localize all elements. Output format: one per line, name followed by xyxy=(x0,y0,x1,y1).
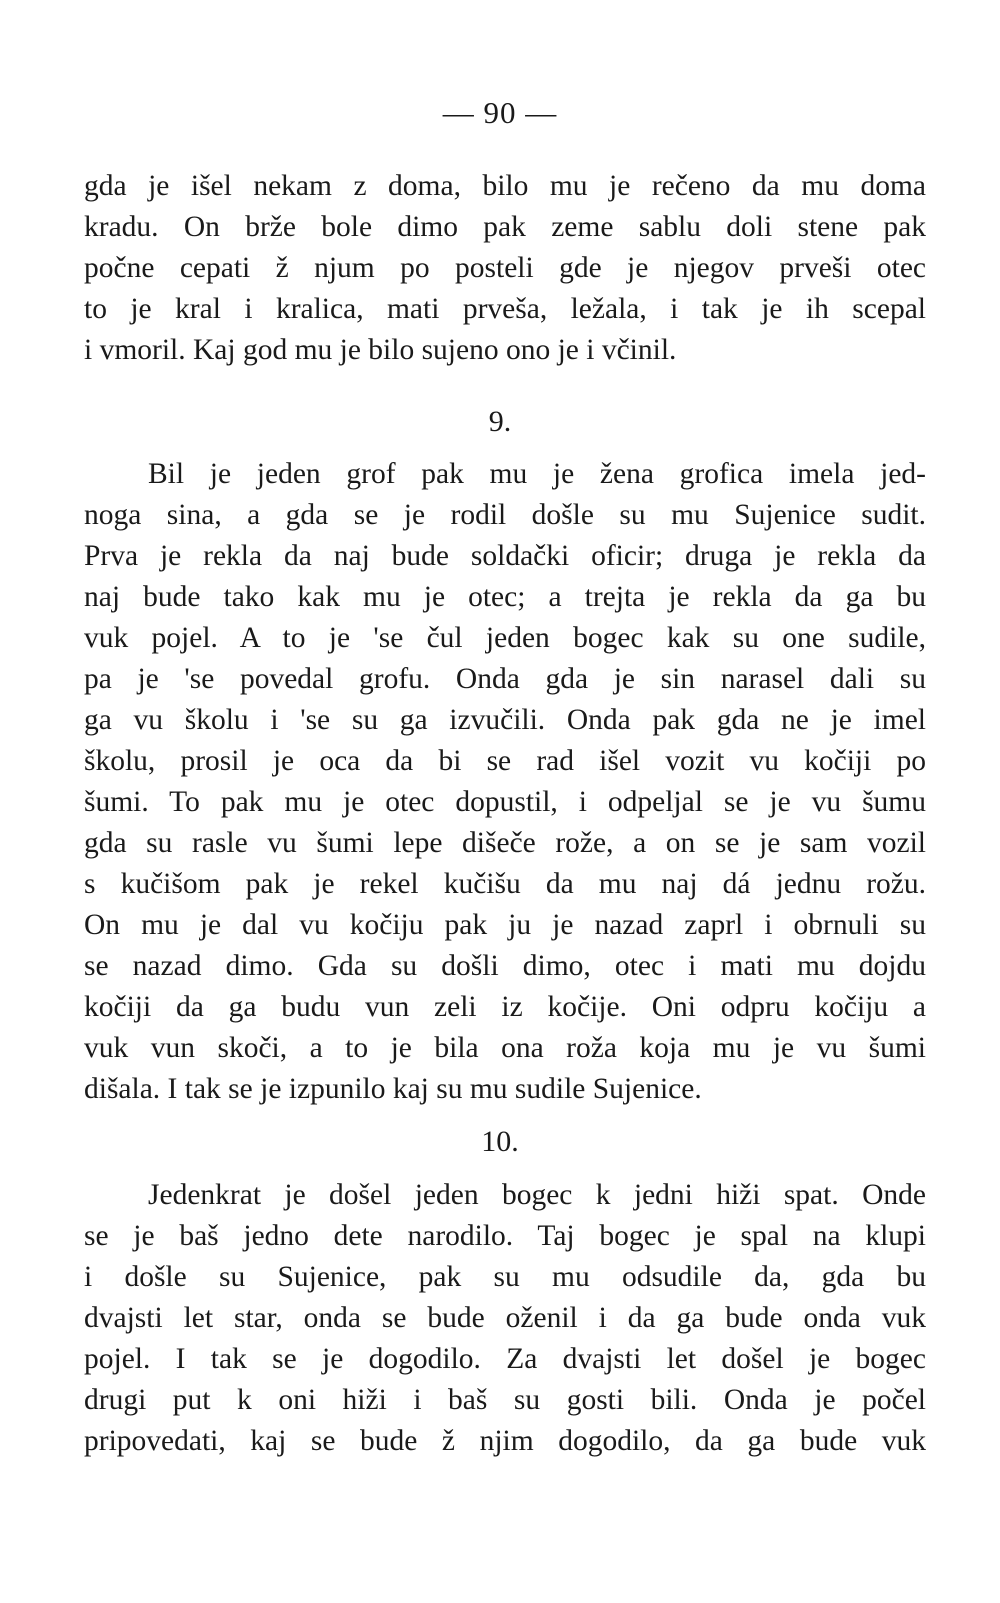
text-line: noga sina, a gda se je rodil došle su mu Sujenice sudit. xyxy=(84,499,926,531)
text-line: šumi. To pak mu je otec dopustil, i odpeljal se je vu šumu xyxy=(84,786,926,818)
text-line: naj bude tako kak mu je otec; a trejta je rekla da ga bu xyxy=(84,581,926,613)
text-line: kradu. On brže bole dimo pak zeme sablu doli stene pak xyxy=(84,211,926,243)
text-line: Jedenkrat je došel jeden bogec k jedni hiži spat. Onde xyxy=(148,1179,926,1211)
text-line: pripovedati, kaj se bude ž njim dogodilo, da ga bude vuk xyxy=(84,1425,926,1457)
text-line: to je kral i kralica, mati prveša, ležala, i tak je ih scepal xyxy=(84,293,926,325)
text-line: pa je 'se povedal grofu. Onda gda je sin narasel dali su xyxy=(84,663,926,695)
text-line: ga vu školu i 'se su ga izvučili. Onda pak gda ne je imel xyxy=(84,704,926,736)
page-number: — 90 — xyxy=(442,95,558,130)
text-line: s kučišom pak je rekel kučišu da mu naj dá jednu rožu. xyxy=(84,868,926,900)
text-line: pojel. I tak se je dogodilo. Za dvajsti let došel je bogec xyxy=(84,1343,926,1375)
text-line: školu, prosil je oca da bi se rad išel vozit vu kočiji po xyxy=(84,745,926,777)
text-line: gda je išel nekam z doma, bilo mu je rečeno da mu doma xyxy=(84,170,926,202)
section-heading-10: 10. xyxy=(481,1125,519,1158)
text-line: kočiji da ga budu vun zeli iz kočije. Oni odpru kočiju a xyxy=(84,991,926,1023)
story-section-9 xyxy=(84,454,926,1110)
text-line: vuk pojel. A to je 'se čul jeden bogec kak su one sudile, xyxy=(84,622,926,654)
story-section-10 xyxy=(84,1175,926,1462)
text-line: se je baš jedno dete narodilo. Taj bogec je spal na klupi xyxy=(84,1220,926,1252)
paragraph-continuation xyxy=(84,166,926,371)
text-line: Prva je rekla da naj bude soldački oficir; druga je rekla da xyxy=(84,540,926,572)
text-line: dišala. I tak se je izpunilo kaj su mu sudile Sujenice. xyxy=(84,1073,702,1105)
text-line: Bil je jeden grof pak mu je žena grofica imela jed- xyxy=(148,458,926,490)
section-heading-9: 9. xyxy=(488,405,512,438)
text-line: dvajsti let star, onda se bude oženil i da ga bude onda vuk xyxy=(84,1302,926,1334)
text-line: i vmoril. Kaj god mu je bilo sujeno ono je i včinil. xyxy=(84,334,677,366)
text-line: vuk vun skoči, a to je bila ona roža koja mu je vu šumi xyxy=(84,1032,926,1064)
text-line: počne cepati ž njum po posteli gde je njegov prveši otec xyxy=(84,252,926,284)
text-line: drugi put k oni hiži i baš su gosti bili. Onda je počel xyxy=(84,1384,926,1416)
text-line: On mu je dal vu kočiju pak ju je nazad zaprl i obrnuli su xyxy=(84,909,926,941)
text-line: i došle su Sujenice, pak su mu odsudile da, gda bu xyxy=(84,1261,926,1293)
text-line: se nazad dimo. Gda su došli dimo, otec i mati mu dojdu xyxy=(84,950,926,982)
text-line: gda su rasle vu šumi lepe dišeče rože, a on se je sam vozil xyxy=(84,827,926,859)
